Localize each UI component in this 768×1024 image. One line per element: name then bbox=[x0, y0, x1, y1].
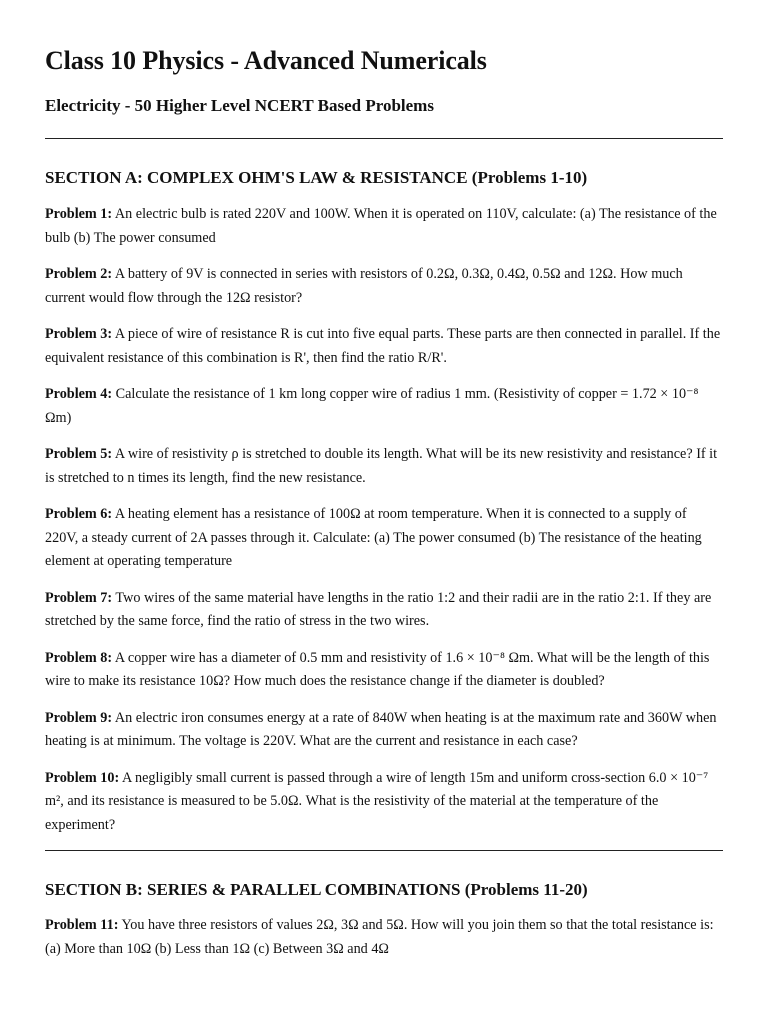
problem-list bbox=[45, 189, 723, 837]
section-b bbox=[45, 851, 723, 961]
page-title: Class 10 Physics - Advanced Numericals bbox=[45, 46, 487, 75]
problem-text: Two wires of the same material have lengths in the ratio 1:2 and their radii are in the ratio 2:1. If they are stretched by the same force, find the ratio of stress in the two wires. bbox=[45, 589, 712, 629]
section-a bbox=[45, 139, 723, 837]
problem-item bbox=[45, 383, 723, 430]
problem-text: A wire of resistivity ρ is stretched to double its length. What will be its new resistivity and resistance? If it is stretched to n times its length, find the new resistance. bbox=[45, 446, 718, 486]
problem-text: You have three resistors of values 2Ω, 3Ω and 5Ω. How will you join them so that the total resistance is: (a) More than 10Ω (b) Less than 1Ω (c) Between 3Ω and 4Ω bbox=[45, 917, 714, 957]
problem-text: Calculate the resistance of 1 km long copper wire of radius 1 mm. (Resistivity of copper = 1.72 × 10⁻⁸ Ωm) bbox=[45, 386, 699, 426]
problem-label: Problem 10: bbox=[45, 769, 120, 786]
problem-item bbox=[45, 443, 723, 490]
problem-item bbox=[45, 914, 723, 961]
problem-text: A piece of wire of resistance R is cut into five equal parts. These parts are then connected in parallel. If the equivalent resistance of this combination is R', then find the ratio R/R'. bbox=[45, 326, 721, 366]
problem-item bbox=[45, 323, 723, 370]
problem-label: Problem 11: bbox=[45, 917, 119, 933]
problem-label: Problem 7: bbox=[45, 589, 113, 606]
problem-text: An electric bulb is rated 220V and 100W. When it is operated on 110V, calculate: (a) The resistance of the bulb (b) The power consumed bbox=[45, 206, 717, 246]
problem-text: A heating element has a resistance of 100Ω at room temperature. When it is connected to a supply of 220V, a steady current of 2A passes through it. Calculate: (a) The power consumed (b) The resistance of the heating element at operating temperature bbox=[45, 506, 702, 569]
problem-text: A battery of 9V is connected in series with resistors of 0.2Ω, 0.3Ω, 0.4Ω, 0.5Ω and 12Ω. How much current would flow through the 12Ω resistor? bbox=[45, 266, 683, 306]
section-heading: SECTION B: SERIES & PARALLEL COMBINATIONS (Problems 11-20) bbox=[45, 880, 588, 899]
problem-item bbox=[45, 503, 723, 574]
problem-item bbox=[45, 587, 723, 634]
problem-text: A copper wire has a diameter of 0.5 mm and resistivity of 1.6 × 10⁻⁸ Ωm. What will be the length of this wire to make its resistance 10Ω? How much does the resistance change if the diameter is doubled? bbox=[45, 649, 710, 689]
problem-item bbox=[45, 767, 723, 838]
problem-item bbox=[45, 203, 723, 250]
problem-label: Problem 6: bbox=[45, 506, 113, 522]
problem-item bbox=[45, 263, 723, 310]
problem-label: Problem 3: bbox=[45, 326, 113, 342]
problem-label: Problem 5: bbox=[45, 446, 113, 462]
section-heading: SECTION A: COMPLEX OHM'S LAW & RESISTANCE (Problems 1-10) bbox=[45, 168, 588, 187]
page-subtitle: Electricity - 50 Higher Level NCERT Based Problems bbox=[45, 96, 434, 115]
problem-label: Problem 1: bbox=[45, 206, 113, 222]
problem-text: An electric iron consumes energy at a rate of 840W when heating is at the maximum rate and 360W when heating is at minimum. The voltage is 220V. What are the current and resistance in each case? bbox=[45, 709, 717, 749]
problem-item bbox=[45, 707, 723, 754]
problem-label: Problem 9: bbox=[45, 709, 113, 726]
problem-text: A negligibly small current is passed through a wire of length 15m and uniform cross-section 6.0 × 10⁻⁷ m², and its resistance is measured to be 5.0Ω. What is the resistivity of the material at the temperature of the experiment? bbox=[45, 769, 709, 833]
problem-item bbox=[45, 647, 723, 694]
problem-list bbox=[45, 901, 723, 961]
problem-label: Problem 2: bbox=[45, 266, 113, 282]
problem-label: Problem 8: bbox=[45, 649, 113, 666]
problem-label: Problem 4: bbox=[45, 386, 113, 402]
